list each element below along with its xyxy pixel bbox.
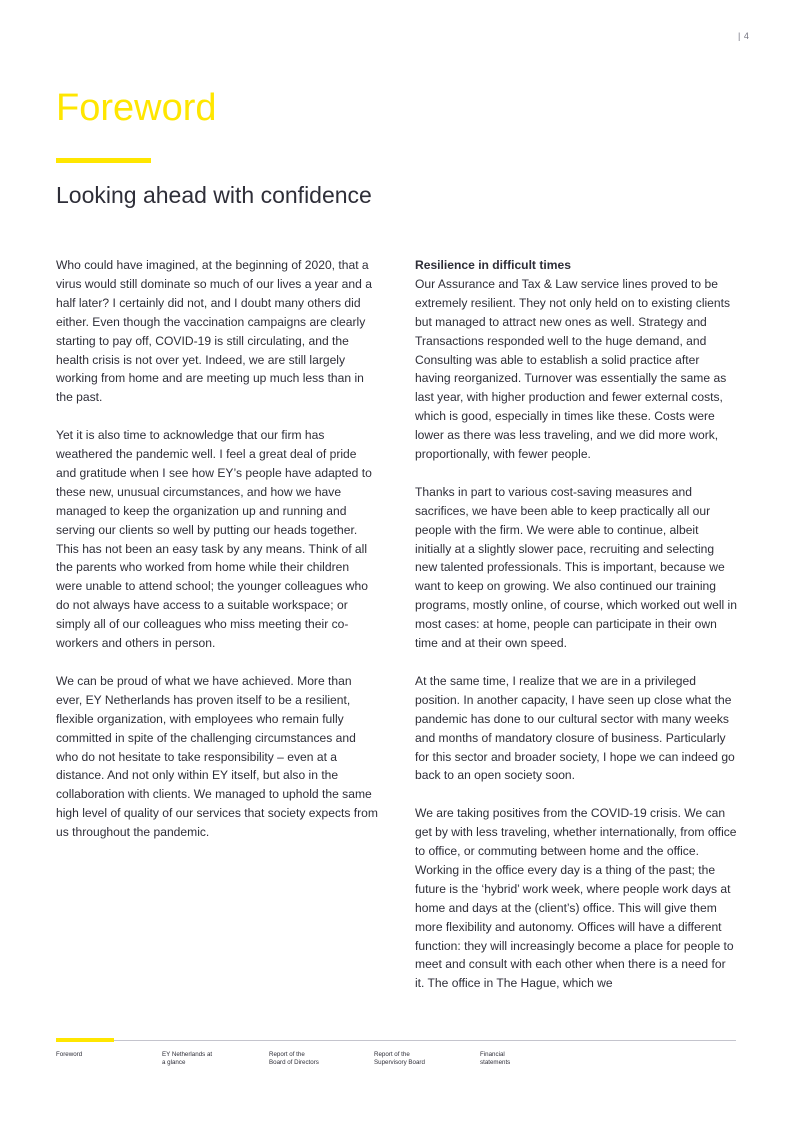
nav-link-label-line2: Board of Directors — [269, 1059, 319, 1066]
nav-link-label-line2: a glance — [162, 1059, 186, 1066]
footer-active-indicator — [56, 1038, 114, 1042]
right-column — [415, 256, 737, 1012]
footer-navigation — [56, 1051, 736, 1075]
nav-link-label: EY Netherlands at — [162, 1051, 213, 1058]
section-heading: Resilience in difficult times — [415, 258, 571, 272]
page-number: | 4 — [738, 31, 750, 41]
paragraph: Our Assurance and Tax & Law service lines proved to be extremely resilient. They not only held on to existing clients but managed to attract new ones as well. Strategy and Transactions responded well to the huge demand, and Consulting was able to establish a solid practice after having reorganized. Turnover was essentially the same as last year, with higher production and fewer external costs, which is good, especially in times like these. Costs were lower as there was less traveling, and we did more work, proportionally, with fewer people. — [415, 276, 731, 462]
nav-link-label: Report of the — [374, 1051, 410, 1058]
footer-divider — [56, 1040, 736, 1041]
nav-link-ey-at-a-glance[interactable] — [162, 1051, 242, 1067]
paragraph: We can be proud of what we have achieved. More than ever, EY Netherlands has proven itself to be a resilient, flexible organization, with employees who remain fully committed in spite of the challenging circumstances and who do not hesitate to take responsibility – even at a distance. And not only within EY itself, but also in the collaboration with clients. We managed to uphold the same high level of quality of our services that society expects from us throughout the pandemic. — [56, 673, 378, 840]
nav-link-label-line2: statements — [480, 1059, 511, 1066]
page-title: Foreword — [56, 87, 217, 129]
paragraph: Who could have imagined, at the beginning of 2020, that a virus would still dominate so much of our lives a year and a half later? I certainly did not, and I doubt many others did either. Even though the vaccination campaigns are clearly starting to pay off, COVID-19 is still circulating, and the health crisis is not over yet. Indeed, we are still largely working from home and are meeting up much less than in the past. — [56, 258, 372, 405]
nav-link-label: Foreword — [56, 1051, 83, 1058]
paragraph: At the same time, I realize that we are in a privileged position. In another capacity, I have seen up close what the pandemic has done to our cultural sector with many weeks and months of mandatory closure of business. Particularly for this sector and broader society, I hope we can indeed go back to an open society soon. — [415, 673, 735, 783]
nav-link-financial-statements[interactable] — [480, 1051, 560, 1067]
nav-link-label: Report of the — [269, 1051, 305, 1058]
left-column — [56, 256, 378, 861]
nav-link-board-of-directors[interactable] — [269, 1051, 349, 1067]
paragraph: Thanks in part to various cost-saving measures and sacrifices, we have been able to keep practically all our people with the firm. We were able to continue, albeit initially at a slightly slower pace, recruiting and selecting new talented professionals. This is important, because we want to keep on growing. We also continued our training programs, mostly online, of course, which worked out well in most cases: at home, people can participate in their own time and at their own speed. — [415, 484, 737, 651]
nav-link-label-line2: Supervisory Board — [374, 1059, 425, 1066]
nav-link-supervisory-board[interactable] — [374, 1051, 454, 1067]
title-accent-bar — [56, 158, 151, 163]
section-subtitle: Looking ahead with confidence — [56, 182, 372, 208]
nav-link-label: Financial — [480, 1051, 505, 1058]
nav-link-foreword[interactable] — [56, 1051, 136, 1059]
paragraph: Yet it is also time to acknowledge that our firm has weathered the pandemic well. I feel a great deal of pride and gratitude when I see how EY’s people have adapted to these new, unusual circumstances, and how we have managed to keep the organization up and running and serving our clients so well by putting our heads together. This has not been an easy task by any means. Think of all the parents who worked from home while their children were unable to attend school; the younger colleagues who do not always have access to a suitable workspace; or simply all of our colleagues who miss meeting their co-workers and others in person. — [56, 428, 372, 651]
paragraph: We are taking positives from the COVID-19 crisis. We can get by with less traveling, whether internationally, from office to office, or commuting between home and the office. Working in the office every day is a thing of the past; the future is the ‘hybrid’ work week, where people work days at home and days at the (client’s) office. This will give them more flexibility and autonomy. Offices will have a different function: they will increasingly become a place for people to meet and consult with each other when there is a need for it. The office in The Hague, which we — [415, 806, 737, 991]
